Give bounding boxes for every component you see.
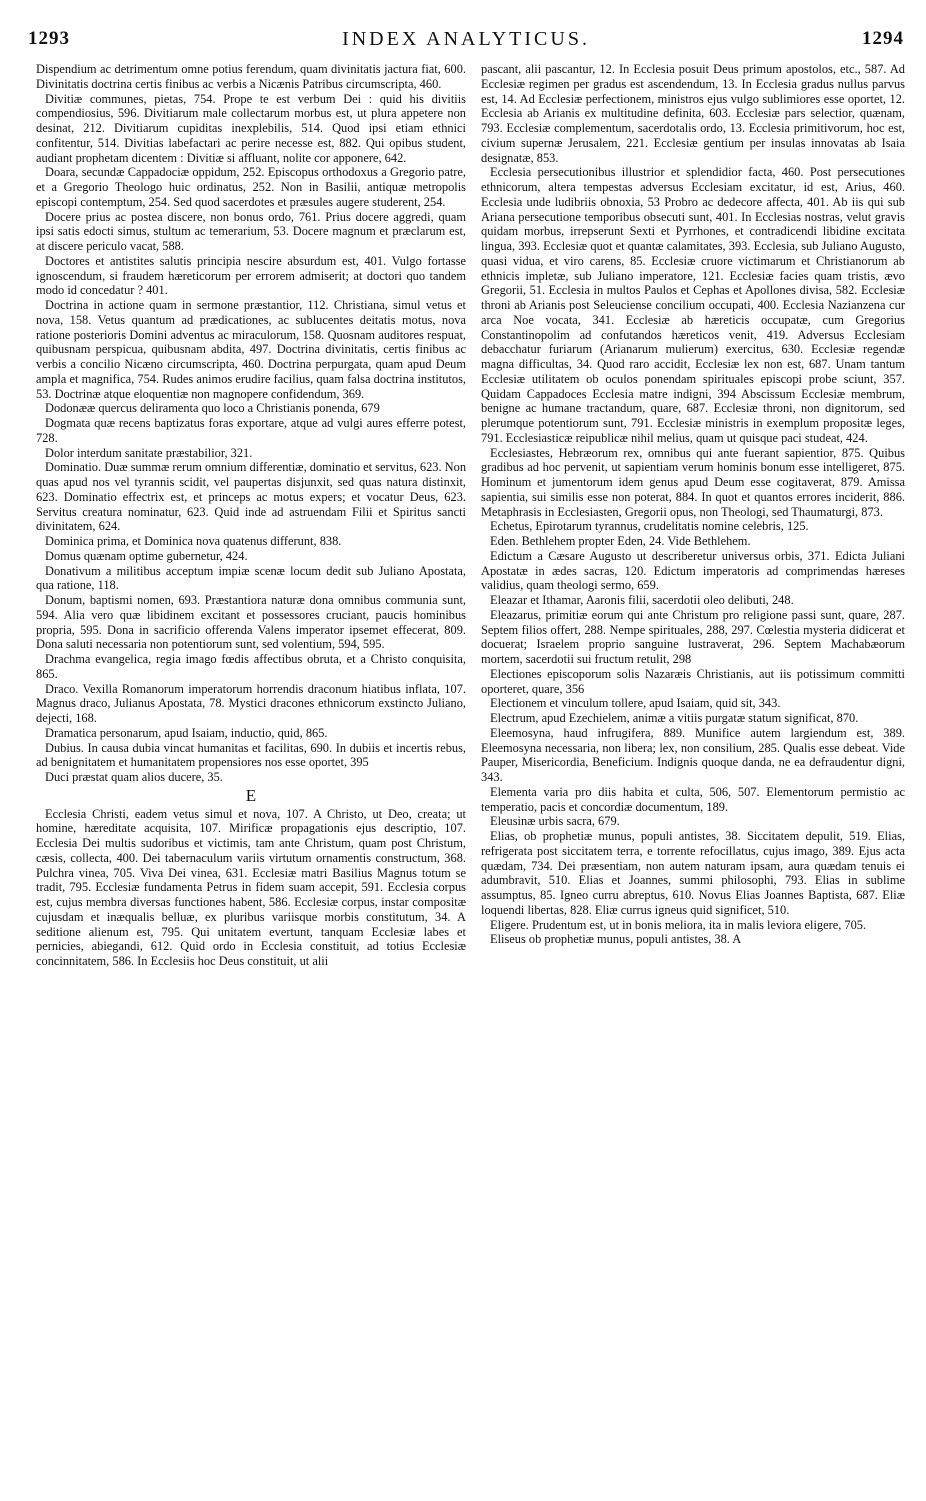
index-entry: Eleemosyna, haud infrugifera, 889. Munifice autem largiendum est, 389. Eleemosyna necessaria, non libera; lex, non consilium, 285. Qualis esse debeat. Vide Pauper, Misericordia, Beneficium. Indignis quoque danda, ne ea defraudentur digni, 343. [481, 725, 905, 784]
index-entry: Domus quænam optime gubernetur, 424. [45, 548, 248, 563]
index-entry: Eleusinæ urbis sacra, 679. [490, 814, 620, 829]
index-entry: Draco. Vexilla Romanorum imperatorum horrendis draconum hiatibus inflata, 107. Magnus draco, Julianus Apostata, 78. Mystici dracones ethnicorum exstincto Juliano, dejecti, 168. [36, 681, 466, 725]
index-entry: Doara, secundæ Cappadociæ oppidum, 252. Episcopus orthodoxus a Gregorio patre, et a Gregorio Theologo huic ordinatus, 252. Non in Basilii, antiquæ metropolis episcopi contemptum, 254. Sed quod sacerdotes et præsules augere studerent, 254. [36, 165, 466, 209]
index-entry: pascant, alii pascantur, 12. In Ecclesia posuit Deus primum apostolos, etc., 587. Ad Ecclesiæ regimen per gradus est ascendendum, 13. In Ecclesia gradus nullus parvus est, 14. Ad Ecclesiæ perfectionem, ministros ejus vulgo sublimiores esse oportet, 12. Ecclesia ab Arianis ex multitudine definita, 603. Ecclesiæ pars selectior, quænam, 793. Ecclesiæ complementum, sacerdotalis ordo, 13. Ecclesia primitivorum, hoc est, civium supernæ Jerusalem, 221. Ecclesiæ gentium per insulas innovatas ab Isaia designatæ, 853. [481, 62, 905, 165]
index-entry: Eleazar et Ithamar, Aaronis filii, sacerdotii oleo delibuti, 248. [490, 593, 794, 607]
index-entry: Doctores et antistites salutis principia nescire absurdum est, 401. Vulgo fortasse ignoscendum, si fraudem hæreticorum per errorem admiserit; at doctori quo tandem modo id concedatur ? 401. [36, 253, 466, 298]
right-column [481, 62, 905, 947]
index-entry: Echetus, Epirotarum tyrannus, crudelitatis nomine celebris, 125. [490, 519, 809, 534]
index-entry: Dolor interdum sanitate præstabilior, 321. [45, 445, 253, 460]
index-entry: Dominica prima, et Dominica nova quatenus differunt, 838. [45, 534, 342, 548]
running-title: INDEX ANALYTICUS. [342, 27, 590, 50]
index-entry: Electiones episcoporum solis Nazaræis Christianis, aut iis potissimum committi oporteret, quare, 356 [481, 666, 905, 696]
index-entry: Dispendium ac detrimentum omne potius ferendum, quam divinitatis jactura fiat, 600. Divinitatis doctrina certis finibus ac verbis a Nicænis Patribus circumscripta, 460. [36, 62, 466, 91]
index-entry: Docere prius ac postea discere, non bonus ordo, 761. Prius docere aggredi, quam ipsi satis edocti simus, stultum ac temerarium, 53. Docere magnum et præclarum est, at discere periculo vacat, 588. [36, 209, 466, 253]
index-entry: Dramatica personarum, apud Isaiam, inductio, quid, 865. [45, 725, 328, 740]
index-entry: Ecclesiastes, Hebræorum rex, omnibus qui ante fuerant sapientior, 875. Quibus gradibus ad hoc pervenit, ut sapientiam verum hominis bonum esse intelligeret, 875. Hominum et jumentorum idem genus apud Deum esse cogitaverat, 879. Amissa sapientia, sui similis esse non poterat, 884. In quot et quantos errores inciderit, 886. Metaphrasis in Ecclesiasten, Gregorii opus, non Theologi, sed Thaumaturgi, 873. [481, 445, 905, 519]
index-entry: Electrum, apud Ezechielem, animæ a vitiis purgatæ statum significat, 870. [490, 711, 859, 725]
index-entry: Divitiæ communes, pietas, 754. Prope te est verbum Dei : quid his divitiis compendiosius, 596. Divitiarum male collectarum morbus est, ut plura appetere non desinat, 212. Divitiarum cupiditas inexplebilis, 514. Quod ipsi etiam ethnici confitentur, 514. Divitias labefactari ac perire necesse est, 882. Qui opibus student, audiant prophetam dicentem : Divitiæ si affluant, nolite cor apponere, 642. [36, 91, 466, 165]
index-entry: Dogmata quæ recens baptizatus foras exportare, atque ad vulgi aures efferre potest, 728. [36, 416, 466, 445]
index-entry: Elias, ob prophetiæ munus, populi antistes, 38. Siccitatem depulit, 519. Elias, refrigerata post siccitatem terra, e torrente refocillatus, cujus imago, 389. Ejus acta quædam, 734. Dei præsentiam, non autem naturam ipsam, aura quædam tenuis ei adumbravit, 510. Elias et Joannes, summi philosophi, 793. Elias in sublime assumptus, 85. Igneo curru abreptus, 610. Novus Elias Joannes Baptista, 687. Eliæ loquendi libertas, 828. Eliæ currus igneus quid significet, 510. [481, 829, 905, 917]
left-column [36, 62, 466, 969]
index-entry: Doctrina in actione quam in sermone præstantior, 112. Christiana, simul vetus et nova, 158. Vetus quantum ad prædicationes, ac sublucentes deitatis motus, nova ratione posterioris Domini adventus ac miraculorum, 158. Quosnam auditores respuat, quibusnam perspicua, quibusnam abdita, 497. Doctrina divinitatis, certis finibus ac verbis a concilio Nicæno circumscripta, 460. Doctrina perpurgata, quam apud Deum ampla et magnifica, 754. Rudes animos erudire facilius, quam falsa doctrina institutos, 53. Doctrinæ atque eloquentiæ non magnopere confidendum, 369. [36, 298, 466, 401]
page-header [28, 24, 904, 54]
index-entry: Eden. Bethlehem propter Eden, 24. Vide Bethlehem. [490, 534, 751, 548]
index-entry: Eligere. Prudentum est, ut in bonis meliora, ita in malis leviora eligere, 705. [490, 917, 867, 932]
index-entry: Drachma evangelica, regia imago fœdis affectibus obruta, et a Christo conquisita, 865. [36, 652, 466, 681]
index-entry: Dodonææ quercus deliramenta quo loco a Christianis ponenda, 679 [45, 401, 380, 416]
index-entry: Duci præstat quam alios ducere, 35. [45, 770, 223, 784]
right-page-number: 1294 [862, 28, 904, 49]
index-entry: Electionem et vinculum tollere, apud Isaiam, quid sit, 343. [490, 696, 781, 711]
index-entry: Eleazarus, primitiæ eorum qui ante Christum pro religione passi sunt, quare, 287. Septem filios offert, 288. Nempe spirituales, 288, 297. Cœlestia mysteria didicerat et docuerat; Israelem proprio sanguine lustraverat, 296. Septem Machabæorum mortem, sacerdotii sui fructum retulit, 298 [481, 607, 905, 666]
index-entry: Dubius. In causa dubia vincat humanitas et facilitas, 690. In dubiis et incertis rebus, ad benignitatem et humanitatem propensiores nos esse oportet, 395 [36, 740, 466, 770]
index-entry: Ecclesia Christi, eadem vetus simul et nova, 107. A Christo, ut Deo, creata; ut homine, hæreditate acquisita, 107. Mirificæ propagationis ejus descriptio, 107. Ecclesia Dei multis sudoribus et victimis, tam ante Christum, quam post Christum, cæsis, collecta, 400. Dei tabernaculum variis virtutum ornamentis constructum, 368. Pulchra vinea, 705. Viva Dei vinea, 631. Ecclesiæ matri Basilius Magnus totum se tradit, 795. Ecclesiæ fundamenta Petrus in fidem suam accepit, 591. Ecclesia corpus est, cujus membra diversas functiones habent, 586. Ecclesiæ corpus, instar compositæ cujusdam et inæqualis belluæ, ex pluribus variisque morbis constitutum, 34. A seditione alienum est, 795. Qui unitatem evertunt, tanquam Ecclesiæ labes et pernicies, abiegandi, 612. Quid ordo in Ecclesia constituit, ad totius Ecclesiæ concinnitatem, 586. In Ecclesiis hoc Deus constituit, ut alii [36, 806, 466, 968]
index-entry: Edictum a Cæsare Augusto ut describeretur universus orbis, 371. Edicta Juliani Apostatæ in ædes sacras, 120. Edictum imperatoris ad comprimendas hæreses validius, quam theologi sermo, 659. [481, 548, 905, 593]
index-entry: Eliseus ob prophetiæ munus, populi antistes, 38. A [490, 932, 742, 947]
index-entry: Donativum a militibus acceptum impiæ scenæ locum dedit sub Juliano Apostata, qua ratione, 118. [36, 563, 466, 593]
index-entry: Elementa varia pro diis habita et culta, 506, 507. Elementorum permistio ac temperatio, pacis et concordiæ documentum, 189. [481, 784, 905, 814]
section-letter: E [245, 785, 257, 805]
left-page-number: 1293 [28, 28, 70, 49]
index-entry: Ecclesia persecutionibus illustrior et splendidior facta, 460. Post persecutiones ethnicorum, altera tempestas adversus Ecclesiam excitatur, id est, Arius, 460. Ecclesia unde ludibriis obnoxia, 53 Probro ac dedecore affecta, 401. Ab iis qui sub Ariana persecutione temporibus obsecuti sunt, 401. In Ecclesias nostras, velut gravis quidam morbus, irrepserunt Sexti et Pyrrhones, et contradicendi libidine excitata lingua, 393. Ecclesiæ quot et quantæ calamitates, 393. Ecclesia, sub Juliano Augusto, quasi vidua, et viro carens, 85. Ecclesiæ cruore victimarum et Christianorum ab ethnicis impletæ, sub Juliano imperatore, 121. Ecclesiæ facies quam tristis, ævo Gregorii, 51. Ecclesia in multos Paulos et Cephas et Apollones divisa, 582. Ecclesiæ throni ab Arianis post Seleuciense concilium occupati, 400. Ecclesia Nazianzena cur arca Noe vocata, 341. Ecclesiæ ab hæreticis occupatæ, cum Gregorius Constantinopolim ad confutandos hæreticos venit, 419. Adversus Ecclesiam debacchatur furiarum (Arianarum mulierum) exercitus, 630. Ecclesiæ regendæ magna difficultas, 34. Quod raro accidit, Ecclesiæ lex non est, 687. Unam tantum Ecclesiæ utilitatem ob oculos ponendam spirituales episcopi probe sciunt, 357. Quidam Cappadoces Ecclesia matre indigni, 394 Abscissum Ecclesiæ membrum, benigne ac humane tractandum, quare, 687. Ecclesiæ throni, non dignitorum, sed plerumque potentiorum sunt, 791. Ecclesiæ ministris in exemplum propositæ leges, 791. Ecclesiasticæ reipublicæ nihil melius, quam ut quisque paci studeat, 424. [481, 165, 905, 445]
index-entry: Dominatio. Duæ summæ rerum omnium differentiæ, dominatio et servitus, 623. Non quas apud nos vel tyrannis scidit, vel paupertas disjunxit, sed quas natura distinxit, 623. Dominatio effectrix est, et princeps ac motus expers; et vocatur Deus, 623. Servitus creatura nominatur, 623. Quid inde ad astruendam Filii et Spiritus sancti divinitatem, 624. [36, 460, 467, 534]
index-entry: Donum, baptismi nomen, 693. Præstantiora naturæ dona omnibus communia sunt, 594. Alia vero quæ libidinem excitant et possessores cruciant, paucis hominibus propria, 595. Dona in sacrificio offerenda Valens imperator ipsemet effecerat, 809. Dona saluti necessaria non potentiorum sunt, sed volentium, 594, 595. [36, 593, 466, 652]
